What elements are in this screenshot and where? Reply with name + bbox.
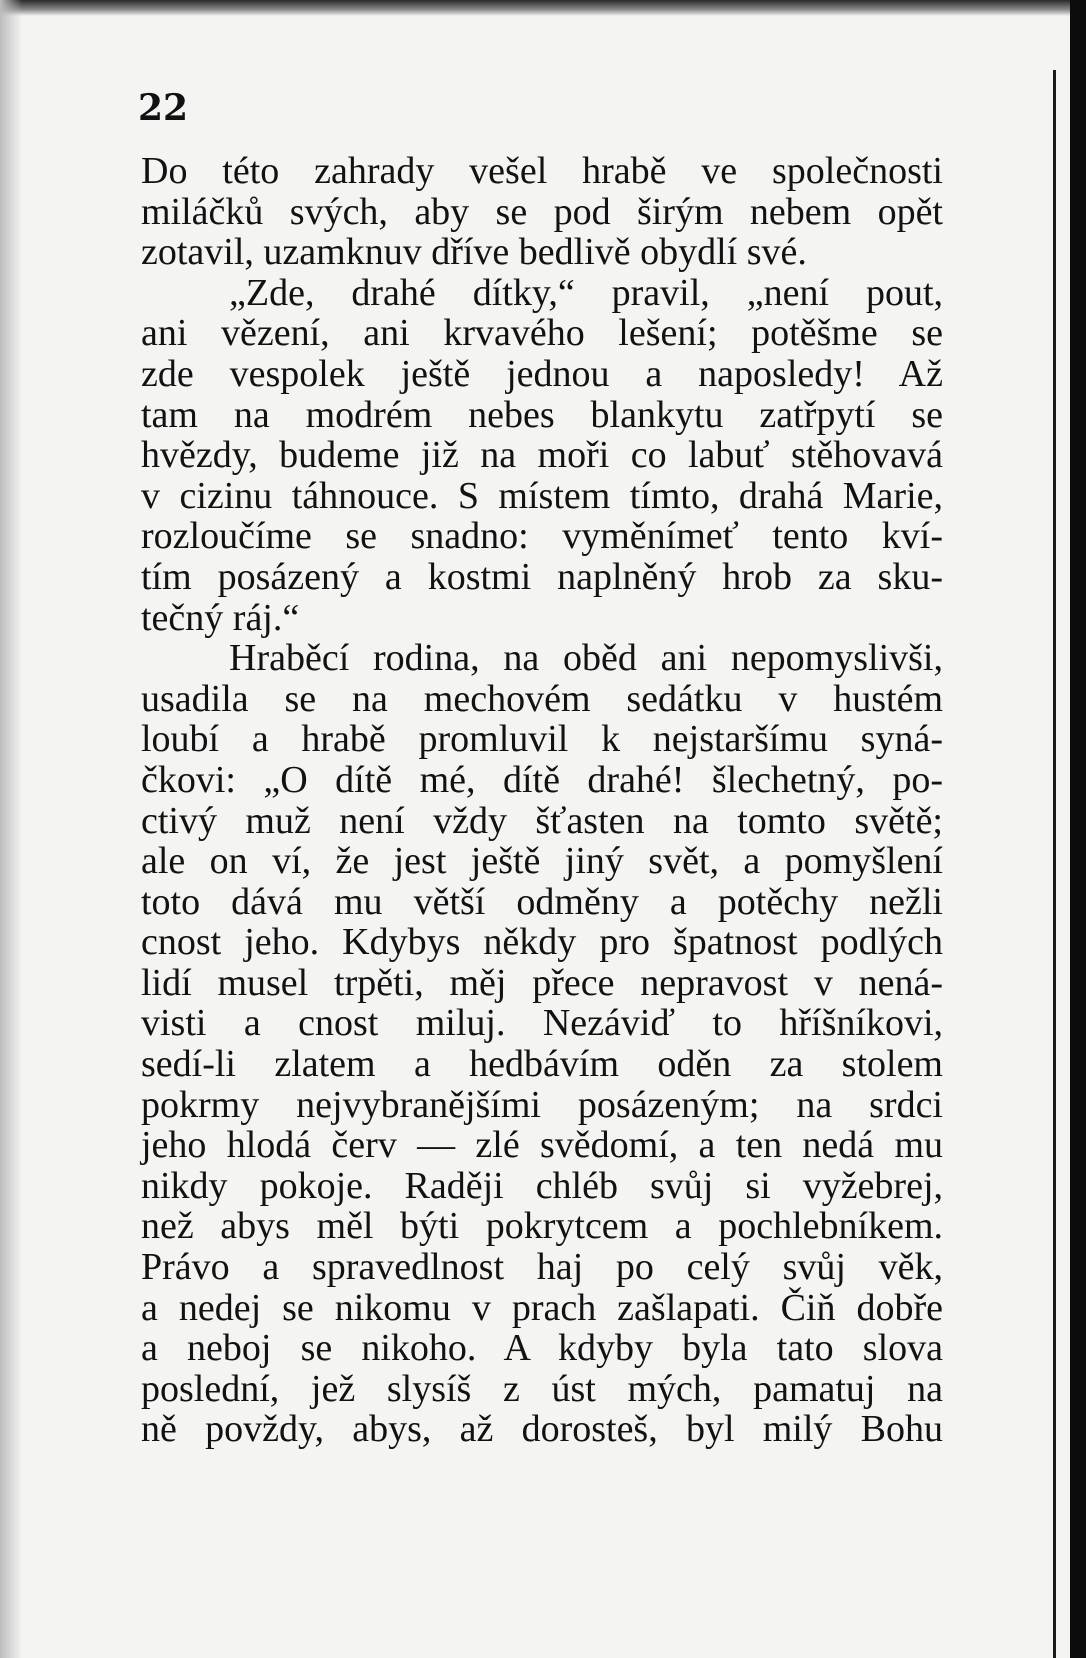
text-line: tím posázený a kostmi naplněný hrob za sku-: [141, 555, 943, 598]
text-line: usadila se na mechovém sedátku v hustém: [141, 677, 943, 720]
text-line: než abys měl býti pokrytcem a pochlebníkem.: [141, 1205, 943, 1248]
text-line: čkovi: „O dítě mé, dítě drahé! šlechetný, po-: [141, 758, 943, 801]
text-line: toto dává mu větší odměny a potěchy nežli: [141, 880, 943, 923]
page-edge-line: [1053, 70, 1056, 1658]
text-line: loubí a hrabě promluvil k nejstaršímu syná-: [141, 718, 943, 761]
text-line: zotavil, uzamknuv dříve bedlivě obydlí své.: [141, 231, 807, 274]
text-line: a nedej se nikomu v prach zašlapati. Čiň dobře: [141, 1286, 943, 1329]
scan-shadow-top: [0, 0, 1086, 16]
text-line: poslední, jež slysíš z úst mých, pamatuj na: [141, 1367, 943, 1410]
text-line: miláčků svých, aby se pod širým nebem opět: [141, 190, 943, 233]
text-line: Hraběcí rodina, na oběd ani nepomyslivši,: [229, 637, 943, 680]
text-line: rozloučíme se snadno: vyměnímeť tento kví-: [141, 515, 943, 558]
text-line: jeho hlodá červ — zlé svědomí, a ten nedá mu: [141, 1124, 943, 1167]
text-line: zde vespolek ještě jednou a naposledy! Až: [141, 352, 943, 395]
text-line: ně povždy, abys, až dorosteš, byl milý Bohu: [141, 1408, 943, 1451]
text-line: sedí-li zlatem a hedbávím oděn za stolem: [141, 1043, 943, 1086]
text-line: cnost jeho. Kdybys někdy pro špatnost podlých: [141, 921, 943, 964]
text-line: tam na modrém nebes blankytu zatřpytí se: [141, 393, 943, 436]
text-line: visti a cnost miluj. Nezáviď to hříšníkovi,: [141, 1002, 943, 1045]
scan-shadow-left: [0, 0, 22, 1658]
page-edge-dark: [1070, 0, 1086, 1658]
text-line: nikdy pokoje. Raději chléb svůj si vyžebrej,: [141, 1164, 943, 1207]
text-line: „Zde, drahé dítky,“ pravil, „není pout,: [229, 271, 943, 314]
text-line: ani vězení, ani krvavého lešení; potěšme se: [141, 312, 943, 355]
body-text: [141, 151, 943, 1450]
text-line: hvězdy, budeme již na moři co labuť stěhovavá: [141, 434, 943, 477]
text-line: v cizinu táhnouce. S místem tímto, drahá Marie,: [141, 474, 943, 517]
text-line: Právo a spravedlnost haj po celý svůj věk,: [141, 1246, 943, 1289]
text-line: ctivý muž není vždy šťasten na tomto světě;: [141, 799, 943, 842]
text-line: Do této zahrady vešel hrabě ve společnosti: [141, 150, 943, 192]
text-line: tečný ráj.“: [141, 596, 300, 639]
text-line: a neboj se nikoho. A kdyby byla tato slova: [141, 1327, 943, 1370]
text-line: pokrmy nejvybranějšími posázeným; na srdci: [141, 1083, 943, 1126]
text-line: lidí musel trpěti, měj přece nepravost v nená-: [141, 961, 943, 1004]
page-number: 22: [138, 87, 189, 129]
text-line: ale on ví, že jest ještě jiný svět, a pomyšlení: [141, 840, 943, 883]
